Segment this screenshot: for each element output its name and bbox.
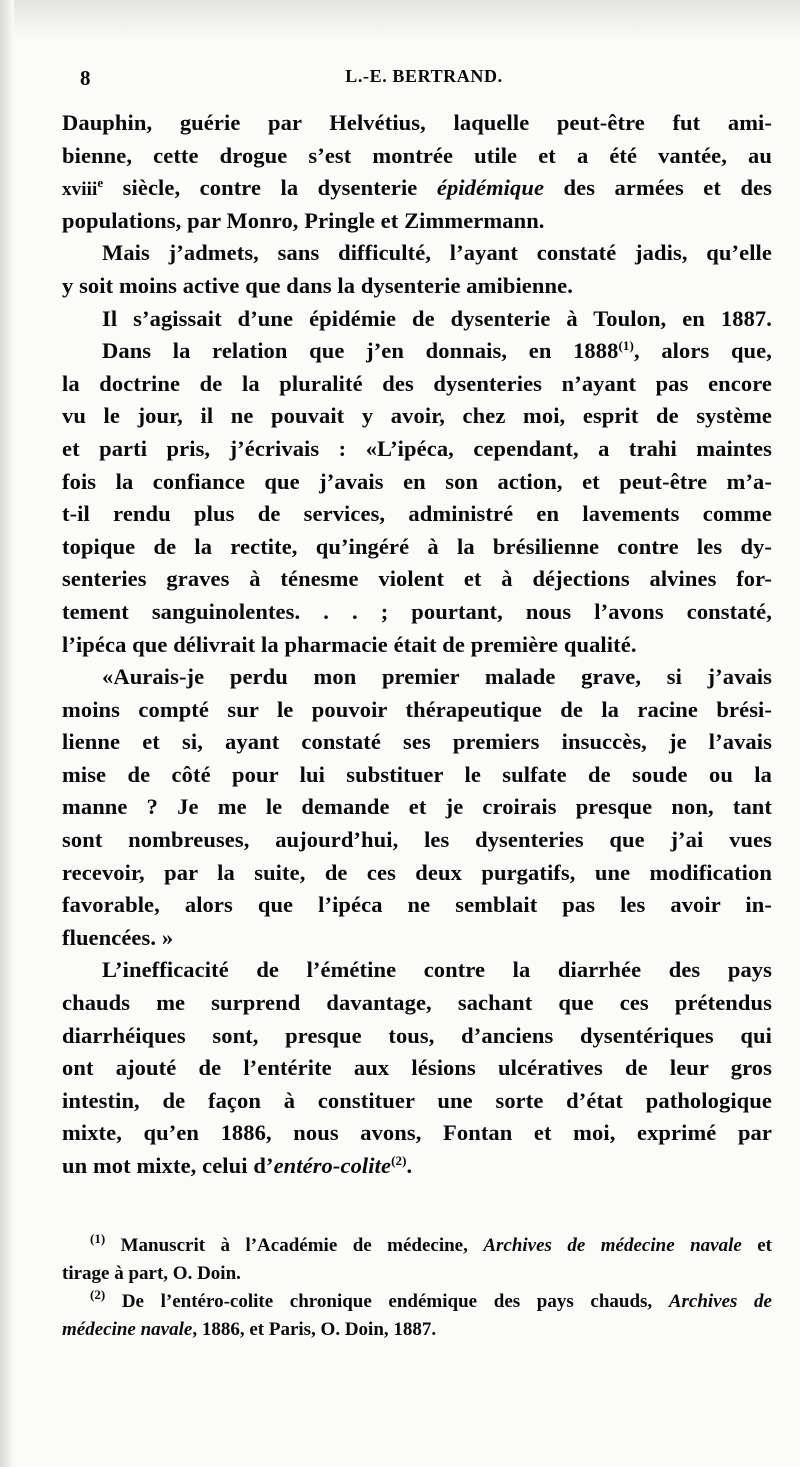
text-line: chauds me surprend davantage, sachant que ces prétendus [62,990,772,1016]
text-span: , 1886, et Paris, O. Doin, 1887. [192,1319,437,1340]
text-line: Il s’agissait d’une épidémie de dysenterie à Toulon, en 1887. [102,305,772,331]
footnote-ref-1: (1) [618,338,634,354]
text-line [62,335,772,368]
text-line: topique de la rectite, qu’ingéré à la brésilienne contre les dy- [62,533,772,559]
text-line: la doctrine de la pluralité des dysenteries n’ayant pas encore [62,370,772,396]
text-span: un mot mixte, celui d’ [62,1153,274,1178]
text-line: fois la confiance que j’avais en son action, et peut-être m’a- [62,468,772,494]
text-line: t-il rendu plus de services, administré en lavements comme [62,501,772,527]
text-line: bienne, cette drogue s’est montrée utile et a été vantée, au [62,142,772,168]
running-head [80,66,768,96]
footnotes [62,1232,772,1344]
footnote-1-continued: tirage à part, O. Doin. [62,1263,241,1284]
text-line: mixte, qu’en 1886, nous avons, Fontan et moi, exprimé par [62,1120,772,1146]
text-line: mise de côté pour lui substituer le sulfate de soude ou la [62,761,772,787]
text-line: tement sanguinolentes. . . ; pourtant, nous l’avons constaté, [62,598,772,624]
footnote-mark: (1) [90,1231,106,1246]
text-line: l’ipéca que délivrait la pharmacie était de première qualité. [62,631,637,657]
running-title: L.-E. BERTRAND. [345,66,503,86]
text-line: Dauphin, guérie par Helvétius, laquelle peut-être fut ami- [62,110,772,135]
text-line: et parti pris, j’écrivais : «L’ipéca, cependant, a trahi maintes [62,435,772,461]
text-line: y soit moins active que dans la dysenterie amibienne. [62,272,573,298]
text-line [62,172,772,205]
emphasis: entéro-colite [273,1153,392,1178]
text-line: lienne et si, ayant constaté ses premiers insuccès, je l’avais [62,729,772,755]
text-line: favorable, alors que l’ipéca ne semblait pas les avoir in- [62,892,772,918]
text-span: , alors que, [633,338,772,364]
text-line: «Aurais-je perdu mon premier malade grave, si j’avais [102,664,772,690]
text-line: fluencées. » [62,924,174,950]
body-text [62,107,772,1183]
text-span: Manuscrit à l’Académie de médecine, [105,1235,484,1256]
text-span: et [741,1235,773,1256]
century-numeral: xviii [62,179,98,201]
text-line: moins compté sur le pouvoir thérapeutique de la racine brési- [62,696,772,722]
footnote-mark: (2) [90,1287,106,1302]
text-line: vu le jour, il ne pouvait y avoir, chez moi, esprit de système [62,403,772,429]
text-line: recevoir, par la suite, de ces deux purgatifs, une modification [62,859,772,885]
text-span: siècle, contre la dysenterie [103,175,437,201]
text-line: Mais j’admets, sans difficulté, l’ayant constaté jadis, qu’elle [102,240,772,266]
text-line: intestin, de façon à constituer une sorte d’état pathologique [62,1087,772,1113]
text-line: senteries graves à ténesme violent et à déjections alvines for- [62,566,772,592]
text-line: populations, par Monro, Pringle et Zimmermann. [62,207,545,233]
text-line: L’inefficacité de l’émétine contre la diarrhée des pays [102,957,772,983]
text-line [62,1150,772,1183]
text-line: sont nombreuses, aujourd’hui, les dysenteries que j’ai vues [62,827,772,853]
superscript-e: e [97,175,104,191]
text-span: Dans la relation que j’en donnais, en 1888 [102,338,619,364]
page-shadow-top [0,0,800,40]
text-span: De l’entéro-colite chronique endémique des pays chauds, [105,1291,669,1312]
emphasis: épidémique [436,175,545,201]
emphasis: Archives de [668,1291,772,1312]
page-number: 8 [80,66,91,90]
text-span: . [406,1153,413,1178]
text-line: diarrhéiques sont, presque tous, d’anciens dysentériques qui [62,1022,772,1048]
text-line: ont ajouté de l’entérite aux lésions ulcératives de leur gros [62,1055,772,1081]
page-shadow-left [0,0,14,1467]
footnote-2-continued [62,1316,772,1344]
footnote-2 [62,1288,772,1316]
emphasis: médecine navale [62,1319,193,1340]
footnote-1 [62,1232,772,1260]
footnote-ref-2: (2) [391,1153,407,1168]
text-span: des armées et des [544,175,772,201]
text-line: manne ? Je me le demande et je croirais presque non, tant [62,794,772,820]
emphasis: Archives de médecine navale [483,1235,742,1256]
